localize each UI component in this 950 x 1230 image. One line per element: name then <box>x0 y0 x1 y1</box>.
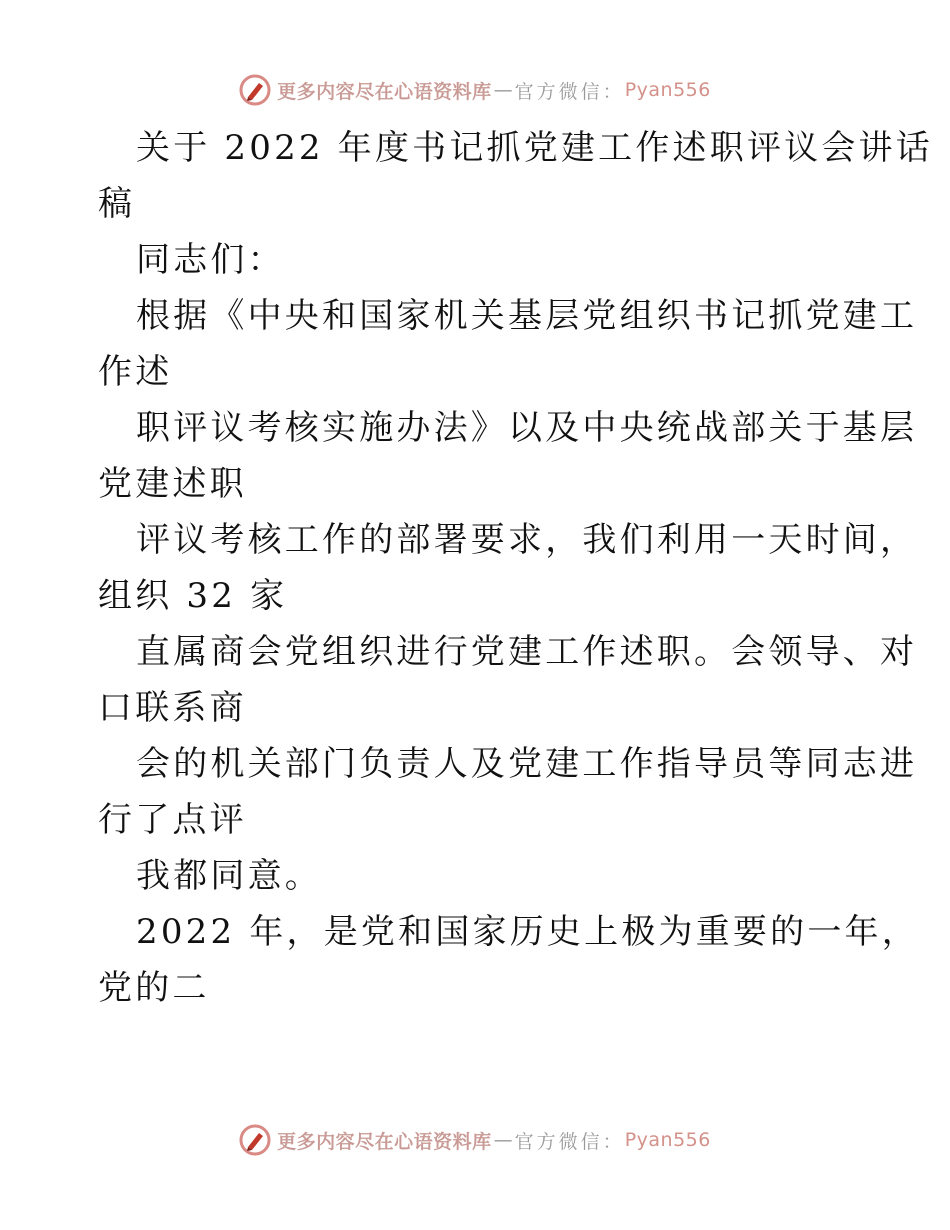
paragraph-line: 党的二 <box>98 968 210 1008</box>
paragraph-line: 2022 年，是党和国家历史上极为重要的一年， <box>136 912 919 952</box>
paragraph-line: 会的机关部门负责人及党建工作指导员等同志进 <box>136 744 918 784</box>
paragraph-line: 根据《中央和国家机关基层党组织书记抓党建工 <box>136 296 918 336</box>
paragraph-line: 党建述职 <box>98 464 247 504</box>
header-banner <box>0 70 950 110</box>
banner-wechat-id: Pyan556 <box>624 1129 711 1151</box>
title-line-1: 关于 2022 年度书记抓党建工作述职评议会讲话 <box>136 128 933 168</box>
paragraph-line: 组织 32 家 <box>98 576 288 616</box>
paragraph-line: 评议考核工作的部署要求，我们利用一天时间， <box>136 520 918 560</box>
banner-wechat-label: 官方微信： <box>514 80 625 103</box>
paragraph-line: 口联系商 <box>98 688 247 728</box>
banner-wechat-label: 官方微信： <box>514 1130 625 1153</box>
paragraph-line: 作述 <box>98 352 173 392</box>
title-line-2: 稿 <box>98 184 136 224</box>
paragraph-line: 我都同意。 <box>136 856 322 896</box>
paragraph-line: 直属商会党组织进行党建工作述职。会领导、对 <box>136 632 918 672</box>
pen-logo-icon <box>239 1124 271 1156</box>
banner-wechat-id: Pyan556 <box>624 79 711 101</box>
salutation: 同志们： <box>136 240 285 280</box>
banner-label: 更多内容尽在心语资料库 <box>277 80 492 103</box>
pen-logo-icon <box>239 74 271 106</box>
document-body <box>98 120 933 1016</box>
footer-banner <box>0 1120 950 1160</box>
paragraph-line: 职评议考核实施办法》以及中央统战部关于基层 <box>136 408 918 448</box>
banner-label: 更多内容尽在心语资料库 <box>277 1130 492 1153</box>
banner-dash: — <box>493 1129 513 1151</box>
paragraph-line: 行了点评 <box>98 800 247 840</box>
banner-dash: — <box>493 79 513 101</box>
